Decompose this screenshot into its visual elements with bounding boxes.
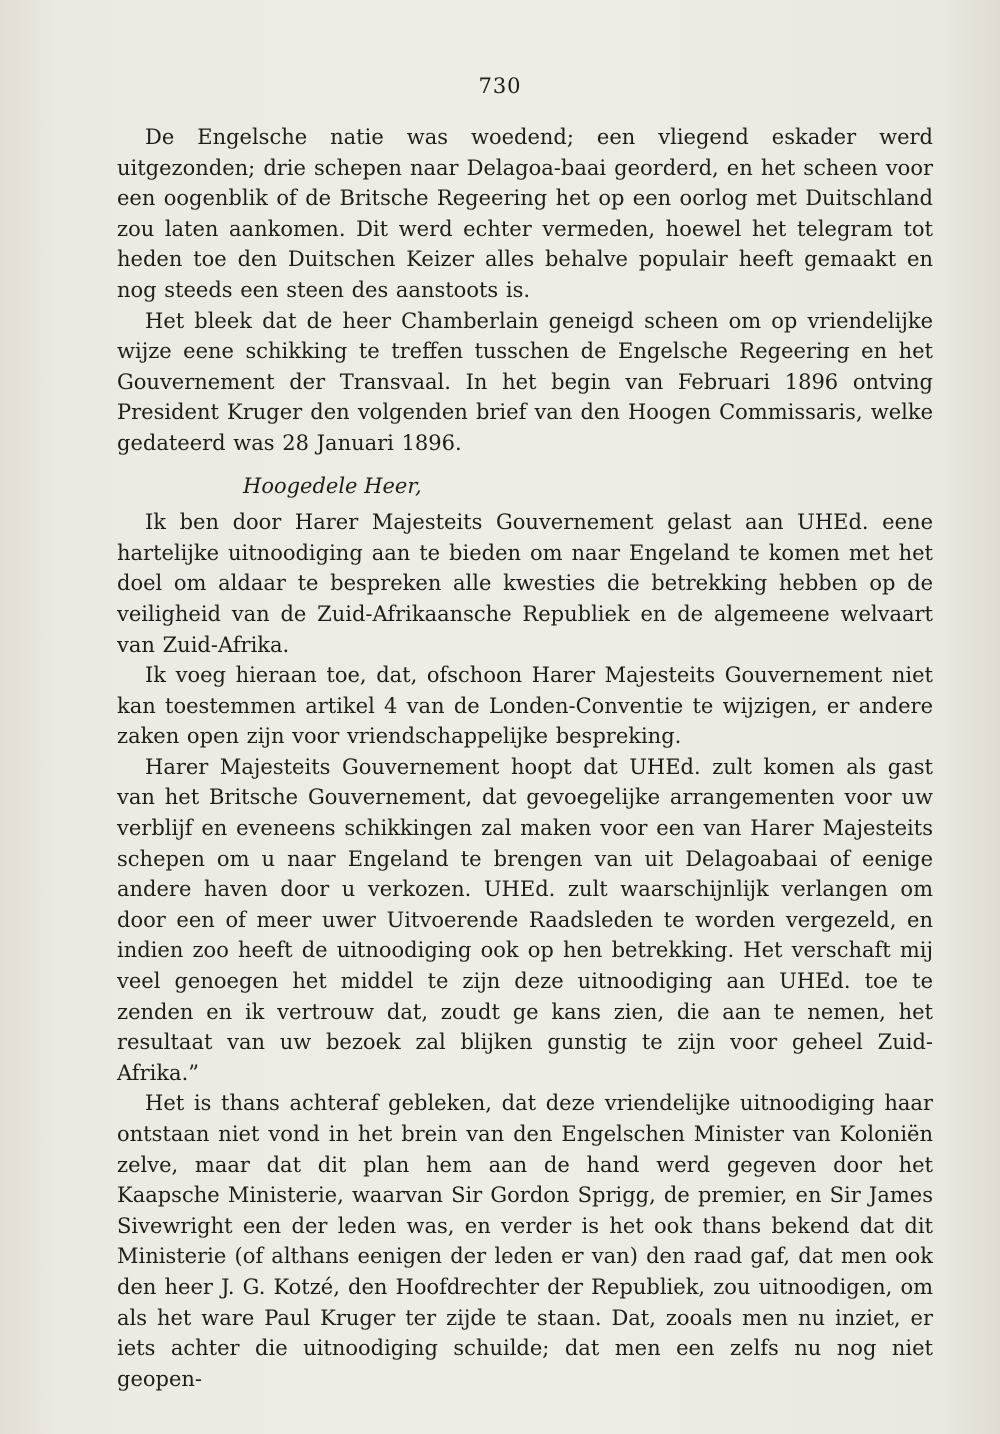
body-text	[117, 122, 933, 1394]
page-number: 730	[478, 74, 522, 98]
letter-paragraph-3: Harer Majesteits Gouvernement hoopt dat UHEd. zult komen als gast van het Britsche Gouvernement, dat gevoegelijke arrangementen voor uw verblijf en eveneens schikkingen zal maken voor een van Harer Majesteits schepen om u naar Engeland te brengen van uit Delagoabaai of eenige andere haven door u verkozen. UHEd. zult waarschijnlijk verlangen om door een of meer uwer Uitvoerende Raadsleden te worden vergezeld, en indien zoo heeft de uitnoodiging ook op hen betrekking. Het verschaft mij veel genoegen het middel te zijn deze uitnoodiging aan UHEd. toe te zenden en ik vertrouw dat, zoudt ge kans zien, die aan te nemen, het resultaat van uw bezoek zal blijken gunstig te zijn voor geheel Zuid-Afrika.”	[117, 754, 933, 1085]
paragraph-2: Het bleek dat de heer Chamberlain geneigd scheen om op vriendelijke wijze eene schikking te treffen tusschen de Engelsche Regeering en het Gouvernement der Transvaal. In het begin van Februari 1896 ontving President Kruger den volgenden brief van den Hoogen Commissaris, welke gedateerd was 28 Januari 1896.	[117, 308, 933, 455]
letter-paragraph-2: Ik voeg hieraan toe, dat, ofschoon Harer Majesteits Gouvernement niet kan toestemmen artikel 4 van de Londen-Conventie te wijzigen, er andere zaken open zijn voor vriendschappelijke bespreking.	[117, 663, 933, 749]
letter-paragraph-1: Ik ben door Harer Majesteits Gouvernement gelast aan UHEd. eene hartelijke uitnoodiging aan te bieden om naar Engeland te komen met het doel om aldaar te bespreken alle kwesties die betrekking hebben op de veiligheid van de Zuid-Afrikaansche Republiek en de algemeene welvaart van Zuid-Afrika.	[117, 510, 933, 657]
paragraph-3: Het is thans achteraf gebleken, dat deze vriendelijke uitnoodiging haar ontstaan niet vond in het brein van den Engelschen Minister van Koloniën zelve, maar dat dit plan hem aan de hand werd gegeven door het Kaapsche Ministerie, waarvan Sir Gordon Sprigg, de premier, en Sir James Sivewright een der leden was, en verder is het ook thans bekend dat dit Ministerie (of althans eenigen der leden er van) den raad gaf, dat men ook den heer J. G. Kotzé, den Hoofdrechter der Republiek, zou uitnoodigen, om als het ware Paul Kruger ter zijde te staan. Dat, zooals men nu inziet, er iets achter die uitnoodiging schuilde; dat men een zelfs nu nog niet geopen-	[117, 1091, 933, 1391]
paragraph-1: De Engelsche natie was woedend; een vliegend eskader werd uitgezonden; drie schepen naar Delagoa-baai georderd, en het scheen voor een oogenblik of de Britsche Regeering het op een oorlog met Duitschland zou laten aankomen. Dit werd echter vermeden, hoewel het telegram tot heden toe den Duitschen Keizer alles behalve populair heeft gemaakt en nog steeds een steen des aanstoots is.	[117, 125, 933, 302]
letter-salutation: Hoogedele Heer,	[243, 473, 422, 498]
